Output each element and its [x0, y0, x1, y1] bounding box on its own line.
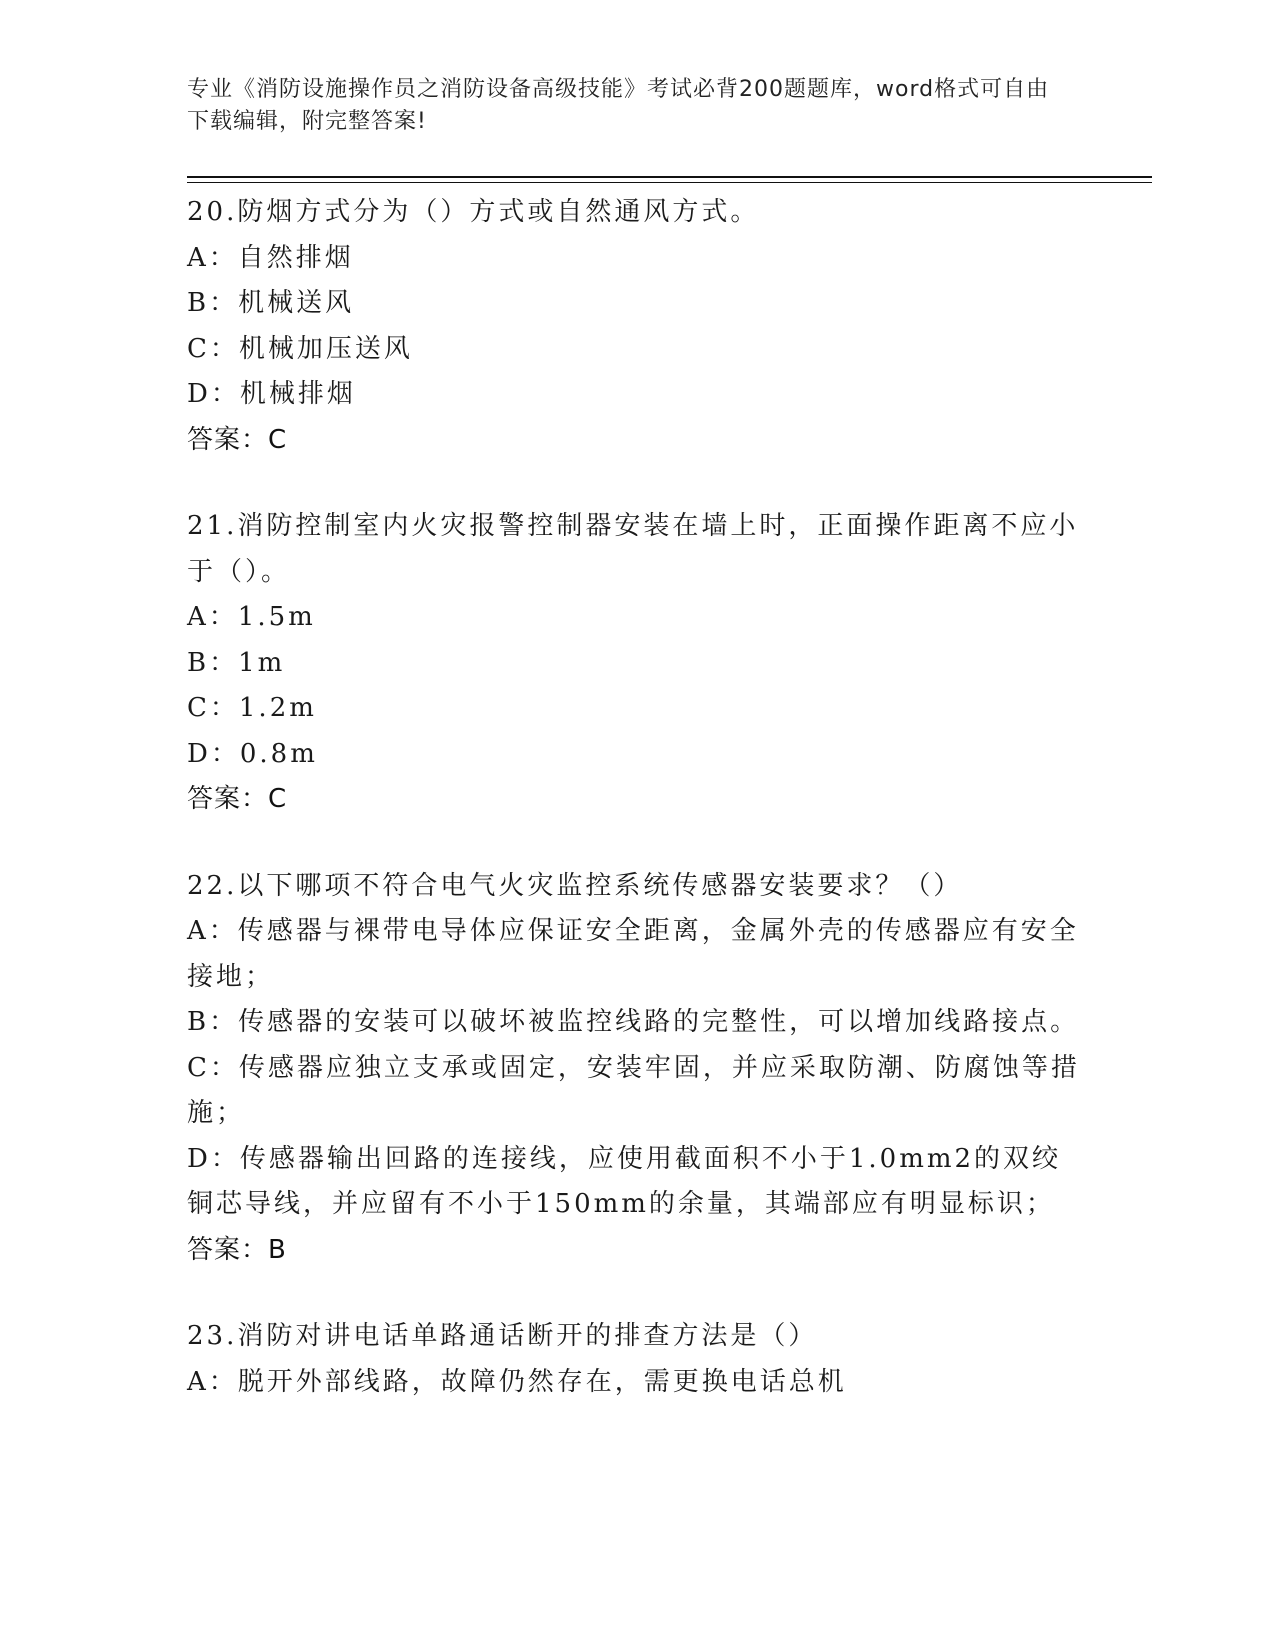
option-a: A：脱开外部线路，故障仍然存在，需更换电话总机: [187, 1366, 847, 1397]
option-c: C：1.2m: [187, 693, 317, 723]
option-c: C：传感器应独立支承或固定，安装牢固，并应采取防潮、防腐蚀等措施；: [187, 1052, 1080, 1128]
question-stem: 23.消防对讲电话单路通话断开的排查方法是（）: [187, 1321, 818, 1351]
option-b: B：传感器的安装可以破坏被监控线路的完整性，可以增加线路接点。: [187, 1007, 1080, 1037]
answer-label: 答案：B: [187, 1234, 287, 1265]
option-b: B：机械送风: [187, 288, 355, 318]
header-rule-thin: [187, 182, 1152, 183]
option-d: D：传感器输出回路的连接线，应使用截面积不小于1.0mm2的双绞铜芯导线，并应留有不小于150mm的余量，其端部应有明显标识；: [187, 1143, 1062, 1219]
question-stem: 21.消防控制室内火灾报警控制器安装在墙上时，正面操作距离不应小于（）。: [187, 511, 1079, 587]
option-a: A：1.5m: [187, 602, 316, 632]
option-c: C：机械加压送风: [187, 333, 413, 364]
question-21: [187, 504, 1087, 823]
document-header: 专业《消防设施操作员之消防设备高级技能》考试必背200题题库，word格式可自由下载编辑，附完整答案!: [187, 77, 1050, 134]
question-23: [187, 1314, 1087, 1405]
answer-label: 答案：C: [187, 424, 288, 455]
option-a: A：自然排烟: [187, 242, 354, 273]
question-stem: 22.以下哪项不符合电气火灾监控系统传感器安装要求？（）: [187, 870, 963, 901]
question-list: [187, 190, 1087, 1446]
option-b: B：1m: [187, 647, 286, 678]
question-22: [187, 864, 1087, 1274]
option-d: D：机械排烟: [187, 379, 356, 409]
question-stem: 20.防烟方式分为（）方式或自然通风方式。: [187, 197, 760, 227]
answer-label: 答案：C: [187, 784, 288, 814]
header-rule-thick: [187, 176, 1152, 178]
option-d: D：0.8m: [187, 738, 318, 769]
question-20: [187, 190, 1087, 463]
option-a: A：传感器与裸带电导体应保证安全距离，金属外壳的传感器应有安全接地；: [187, 916, 1079, 992]
